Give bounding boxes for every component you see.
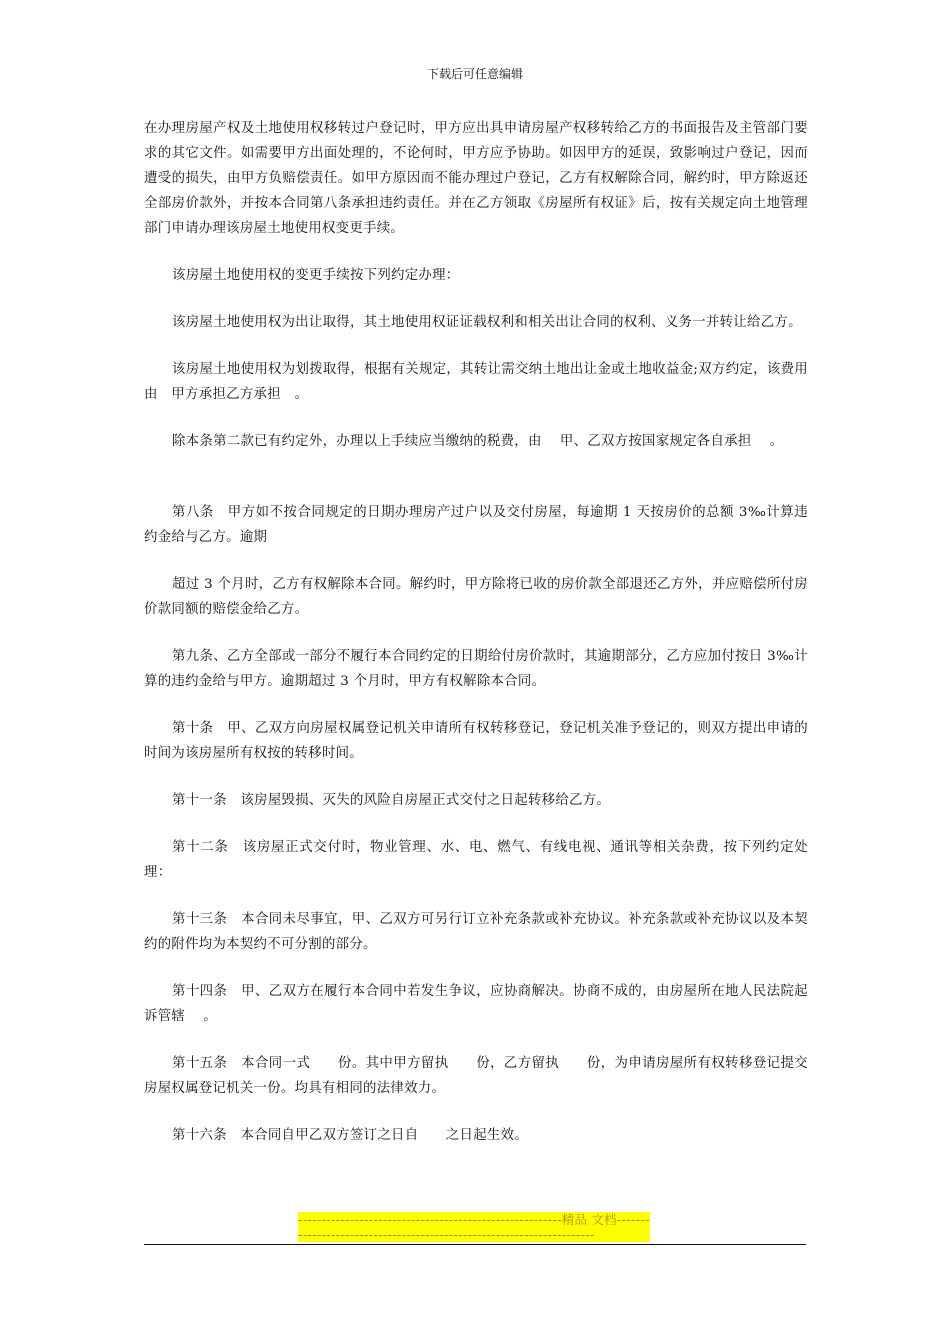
footer-highlight: --------------------------------------------------------精品 文档---------------------------------------------------------------------- [298, 1212, 650, 1242]
paragraph-registration: 在办理房屋产权及土地使用权移转过户登记时，甲方应出具申请房屋产权移转给乙方的书面报告及主管部门要求的其它文件。如需要甲方出面处理的，不论何时，甲方应予协助。如因甲方的延误，致影响过户登记，因而遭受的损失，由甲方负赔偿责任。如甲方原因而不能办理过户登记，乙方有权解除合同，解约时，甲方除返还全部房价款外，并按本合同第八条承担违约责任。并在乙方领取《房屋所有权证》后，按有关规定向土地管理部门申请办理该房屋土地使用权变更手续。 [144, 121, 808, 236]
article-8-continued: 超过 3 个月时，乙方有权解除本合同。解约时，甲方除将已收的房价款全部退还乙方外，并应赔偿所付房价款同额的赔偿金给乙方。 [144, 577, 808, 617]
paragraph-land-use-change: 该房屋土地使用权的变更手续按下列约定办理： [172, 268, 460, 283]
document-body [144, 116, 808, 1148]
article-10: 第十条 甲、乙双方向房屋权属登记机关申请所有权转移登记，登记机关准予登记的，则双方提出申请的时间为该房屋所有权按的转移时间。 [144, 721, 808, 761]
article-16: 第十六条 本合同自甲乙双方签订之日自 之日起生效。 [172, 1128, 528, 1143]
article-8: 第八条 甲方如不按合同规定的日期办理房产过户以及交付房屋，每逾期 1 天按房价的总额 3‰计算违约金给与乙方。逾期 [144, 505, 808, 545]
article-11: 第十一条 该房屋毁损、灭失的风险自房屋正式交付之日起转移给乙方。 [172, 793, 611, 808]
page-header: 下载后可任意编辑 [426, 67, 523, 81]
footer-divider [144, 1244, 806, 1245]
article-9: 第九条、乙方全部或一部分不履行本合同约定的日期给付房价款时，其逾期部分，乙方应加付按日 3‰计算的违约金给与甲方。逾期超过 3 个月时，甲方有权解除本合同。 [144, 649, 808, 689]
article-14: 第十四条 甲、乙双方在履行本合同中若发生争议，应协商解决。协商不成的，由房屋所在地人民法院起诉管辖 。 [144, 984, 808, 1024]
article-12: 第十二条 该房屋正式交付时，物业管理、水、电、燃气、有线电视、通讯等相关杂费，按下列约定处理： [144, 840, 808, 880]
paragraph-allocation: 该房屋土地使用权为划拨取得，根据有关规定，其转让需交纳土地出让金或土地收益金;双方约定，该费用由 甲方承担乙方承担 。 [144, 362, 808, 402]
paragraph-taxes: 除本条第二款已有约定外，办理以上手续应当缴纳的税费，由 甲、乙双方按国家规定各自承担 。 [172, 434, 784, 449]
article-13: 第十三条 本合同未尽事宜，甲、乙双方可另行订立补充条款或补充协议。补充条款或补充协议以及本契约的附件均为本契约不可分割的部分。 [144, 912, 808, 952]
article-15: 第十五条 本合同一式 份。其中甲方留执 份，乙方留执 份，为申请房屋所有权转移登记提交房屋权属登记机关一份。均具有相同的法律效力。 [144, 1056, 808, 1096]
paragraph-transfer-grant: 该房屋土地使用权为出让取得，其土地使用权证证载权利和相关出让合同的权利、义务一并转让给乙方。 [172, 315, 802, 330]
